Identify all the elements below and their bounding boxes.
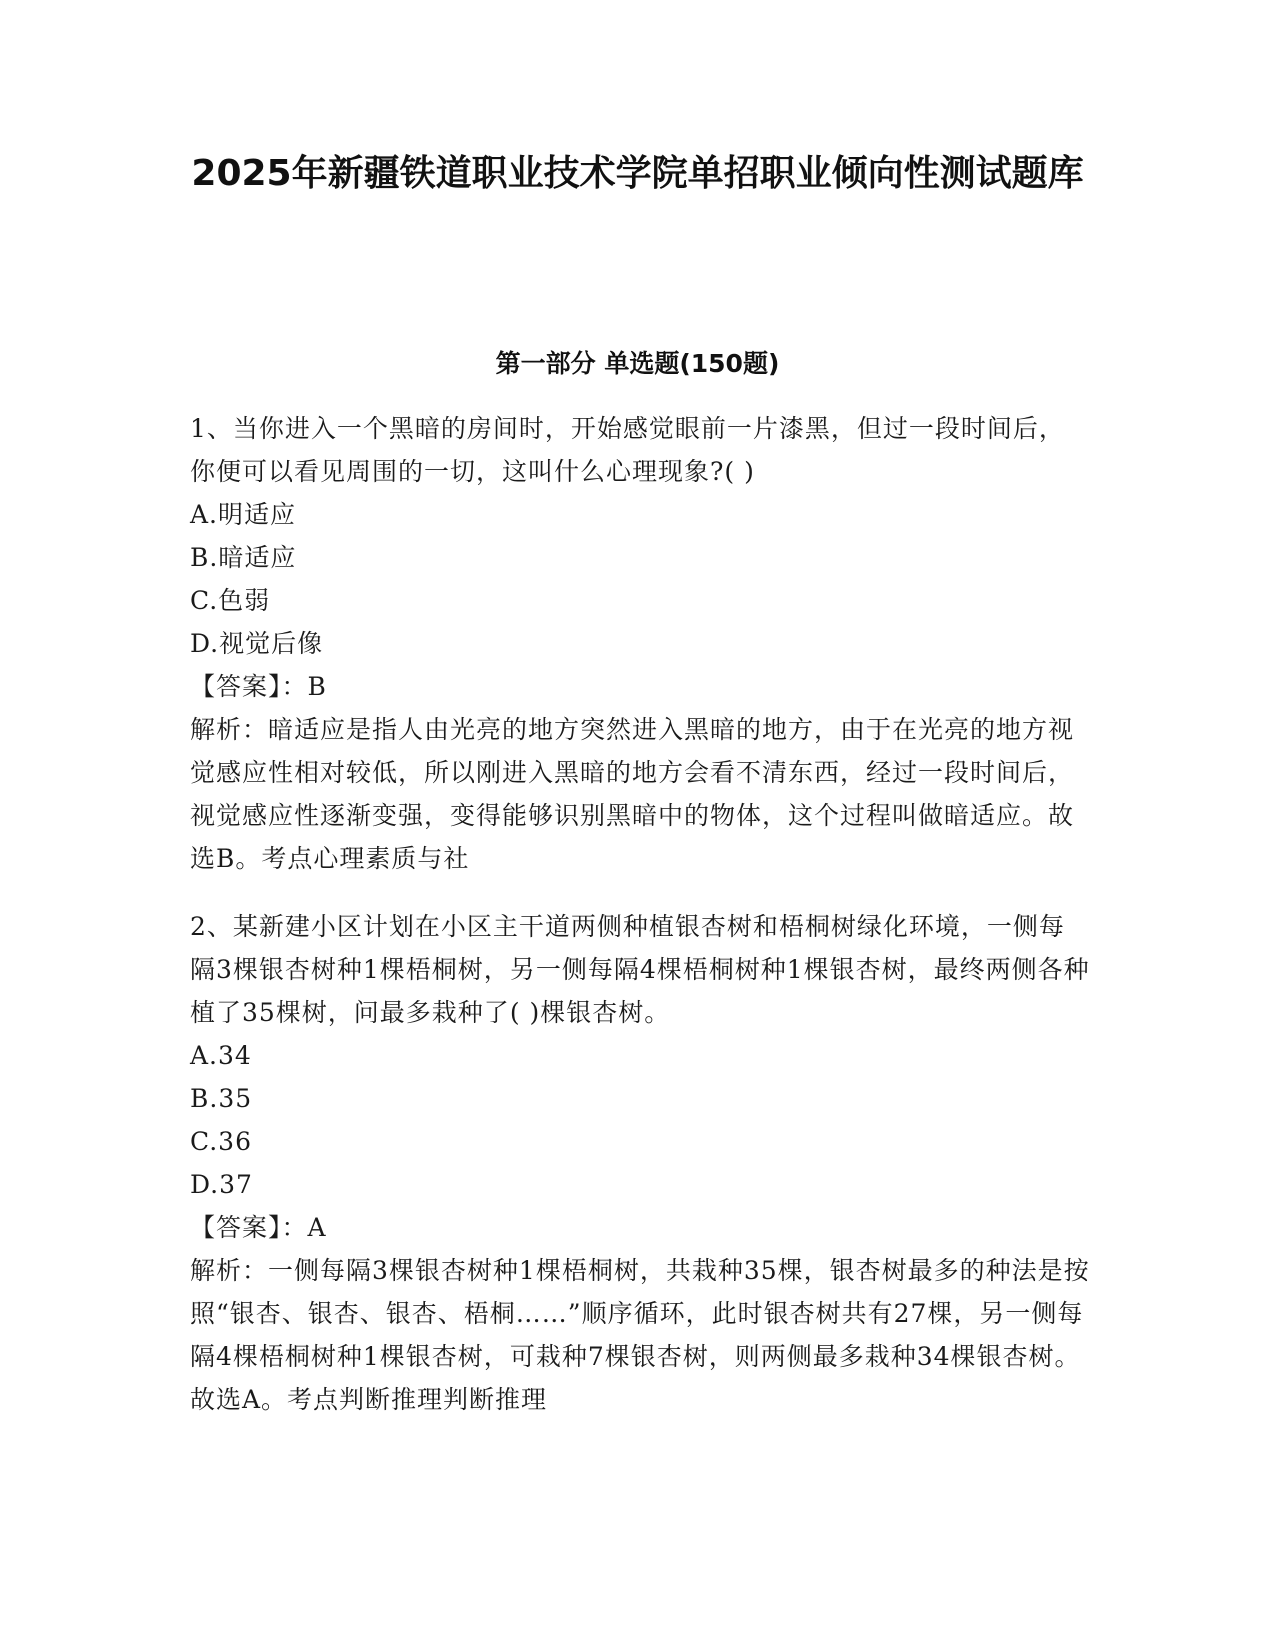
explanation-text: 解析：暗适应是指人由光亮的地方突然进入黑暗的地方，由于在光亮的地方视觉感应性相对较低，所以刚进入黑暗的地方会看不清东西，经过一段时间后，视觉感应性逐渐变强，变得能够识别黑暗中的物体，这个过程叫做暗适应。故选B。考点心理素质与社 [190,715,1075,873]
question-stem: 2、某新建小区计划在小区主干道两侧种植银杏树和梧桐树绿化环境，一侧每隔3棵银杏树种1棵梧桐树，另一侧每隔4棵梧桐树种1棵银杏树，最终两侧各种植了35棵树，问最多栽种了( )棵银杏树。 [190,912,1090,1027]
option-c: C.色弱 [190,586,271,615]
question-stem: 1、当你进入一个黑暗的房间时，开始感觉眼前一片漆黑，但过一段时间后，你便可以看见周围的一切，这叫什么心理现象?( ) [190,414,1065,486]
option-d: D.视觉后像 [190,629,324,658]
section-heading: 第一部分 单选题(150题) [495,349,780,378]
option-d: D.37 [190,1170,253,1199]
explanation-text: 解析：一侧每隔3棵银杏树种1棵梧桐树，共栽种35棵，银杏树最多的种法是按照“银杏、银杏、银杏、梧桐……”顺序循环，此时银杏树共有27棵，另一侧每隔4棵梧桐树种1棵银杏树，可栽种7棵银杏树，则两侧最多栽种34棵银杏树。故选A。考点判断推理判断推理 [190,1256,1090,1414]
option-b: B.35 [190,1084,253,1113]
document-title: 2025年新疆铁道职业技术学院单招职业倾向性测试题库 [191,153,1084,194]
option-b: B.暗适应 [190,543,297,572]
option-a: A.明适应 [190,500,297,529]
answer-line: 【答案】：B [190,672,327,701]
question-item [190,905,1090,1421]
question-item [190,407,1090,880]
option-a: A.34 [190,1041,252,1070]
answer-line: 【答案】：A [190,1213,327,1242]
option-c: C.36 [190,1127,252,1156]
